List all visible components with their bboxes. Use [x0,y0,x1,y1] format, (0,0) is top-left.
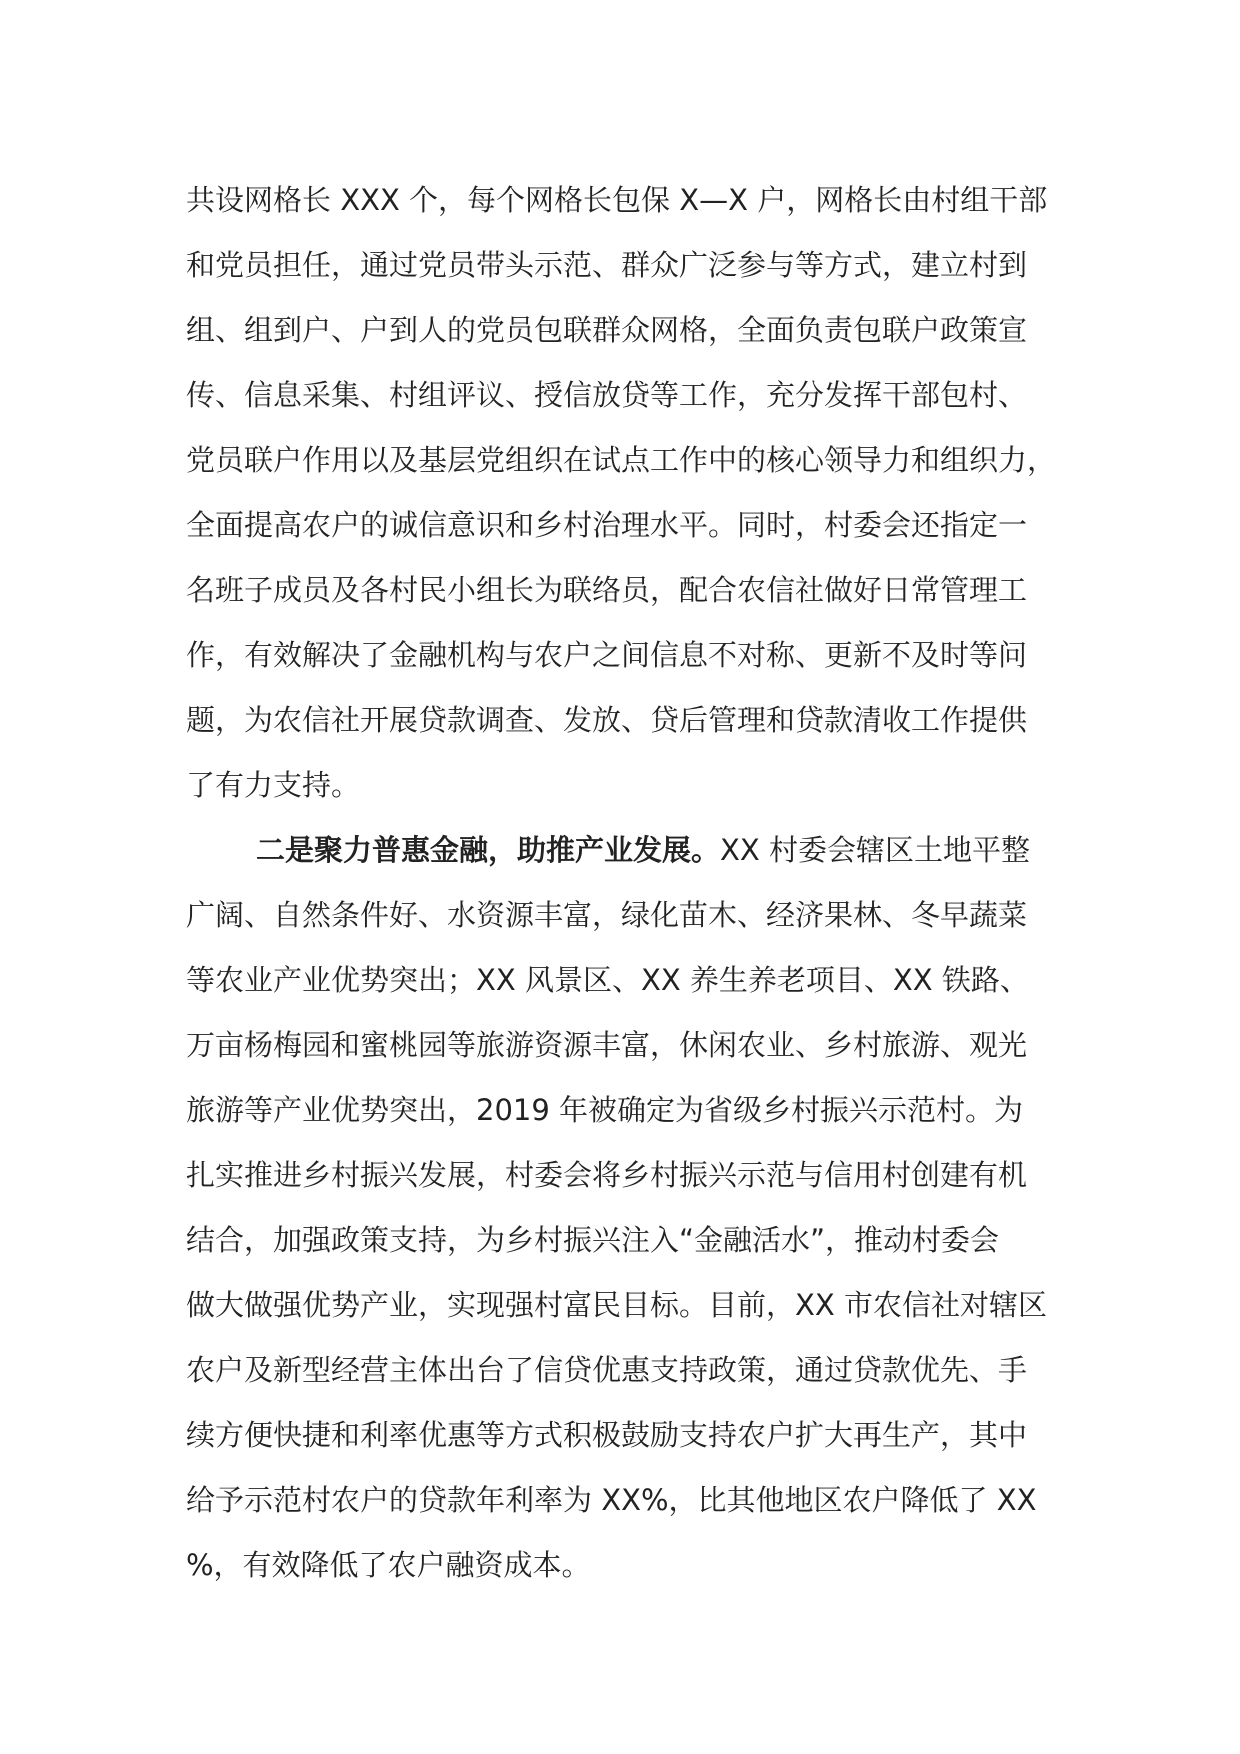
paragraph-line: 旅游等产业优势突出，2019 年被确定为省级乡村振兴示范村。为 [186,1093,1024,1127]
section-heading: 二是聚力普惠金融，助推产业发展。 [256,833,721,867]
paragraph-line-rest: XX 村委会辖区土地平整 [720,833,1030,867]
paragraph-line: 等农业产业优势突出；XX 风景区、XX 养生养老项目、XX 铁路、 [186,963,1029,997]
paragraph-line: 全面提高农户的诚信意识和乡村治理水平。同时，村委会还指定一 [186,508,1028,542]
paragraph-line: 续方便快捷和利率优惠等方式积极鼓励支持农户扩大再生产，其中 [186,1418,1028,1452]
paragraph-line: 共设网格长 XXX 个，每个网格长包保 X—X 户，网格长由村组干部 [186,183,1048,217]
paragraph-line: 题，为农信社开展贷款调查、发放、贷后管理和贷款清收工作提供 [186,703,1028,737]
document-body [186,168,1066,1598]
paragraph-line: 和党员担任，通过党员带头示范、群众广泛参与等方式，建立村到 [186,248,1028,282]
paragraph-first-line [186,818,1066,883]
paragraph-line: %，有效降低了农户融资成本。 [186,1548,591,1582]
paragraph-line: 作，有效解决了金融机构与农户之间信息不对称、更新不及时等问 [186,638,1028,672]
paragraph-line: 了有力支持。 [186,768,361,802]
paragraph-line: 扎实推进乡村振兴发展，村委会将乡村振兴示范与信用村创建有机 [186,1158,1028,1192]
paragraph-line: 党员联户作用以及基层党组织在试点工作中的核心领导力和组织力， [186,443,1057,477]
paragraph-line: 给予示范村农户的贷款年利率为 XX%，比其他地区农户降低了 XX [186,1483,1037,1517]
paragraph-line: 农户及新型经营主体出台了信贷优惠支持政策，通过贷款优先、手 [186,1353,1028,1387]
paragraph-line: 广阔、自然条件好、水资源丰富，绿化苗木、经济果林、冬早蔬菜 [186,898,1028,932]
paragraph-line: 万亩杨梅园和蜜桃园等旅游资源丰富，休闲农业、乡村旅游、观光 [186,1028,1028,1062]
paragraph-grid-management [186,168,1066,818]
paragraph-line: 组、组到户、户到人的党员包联群众网格，全面负责包联户政策宣 [186,313,1028,347]
paragraph-line: 做大做强优势产业，实现强村富民目标。目前，XX 市农信社对辖区 [186,1288,1047,1322]
paragraph-line: 结合，加强政策支持，为乡村振兴注入“金融活水”，推动村委会 [186,1223,1000,1257]
paragraph-inclusive-finance [186,818,1066,1598]
paragraph-line: 名班子成员及各村民小组长为联络员，配合农信社做好日常管理工 [186,573,1028,607]
paragraph-line: 传、信息采集、村组评议、授信放贷等工作，充分发挥干部包村、 [186,378,1028,412]
